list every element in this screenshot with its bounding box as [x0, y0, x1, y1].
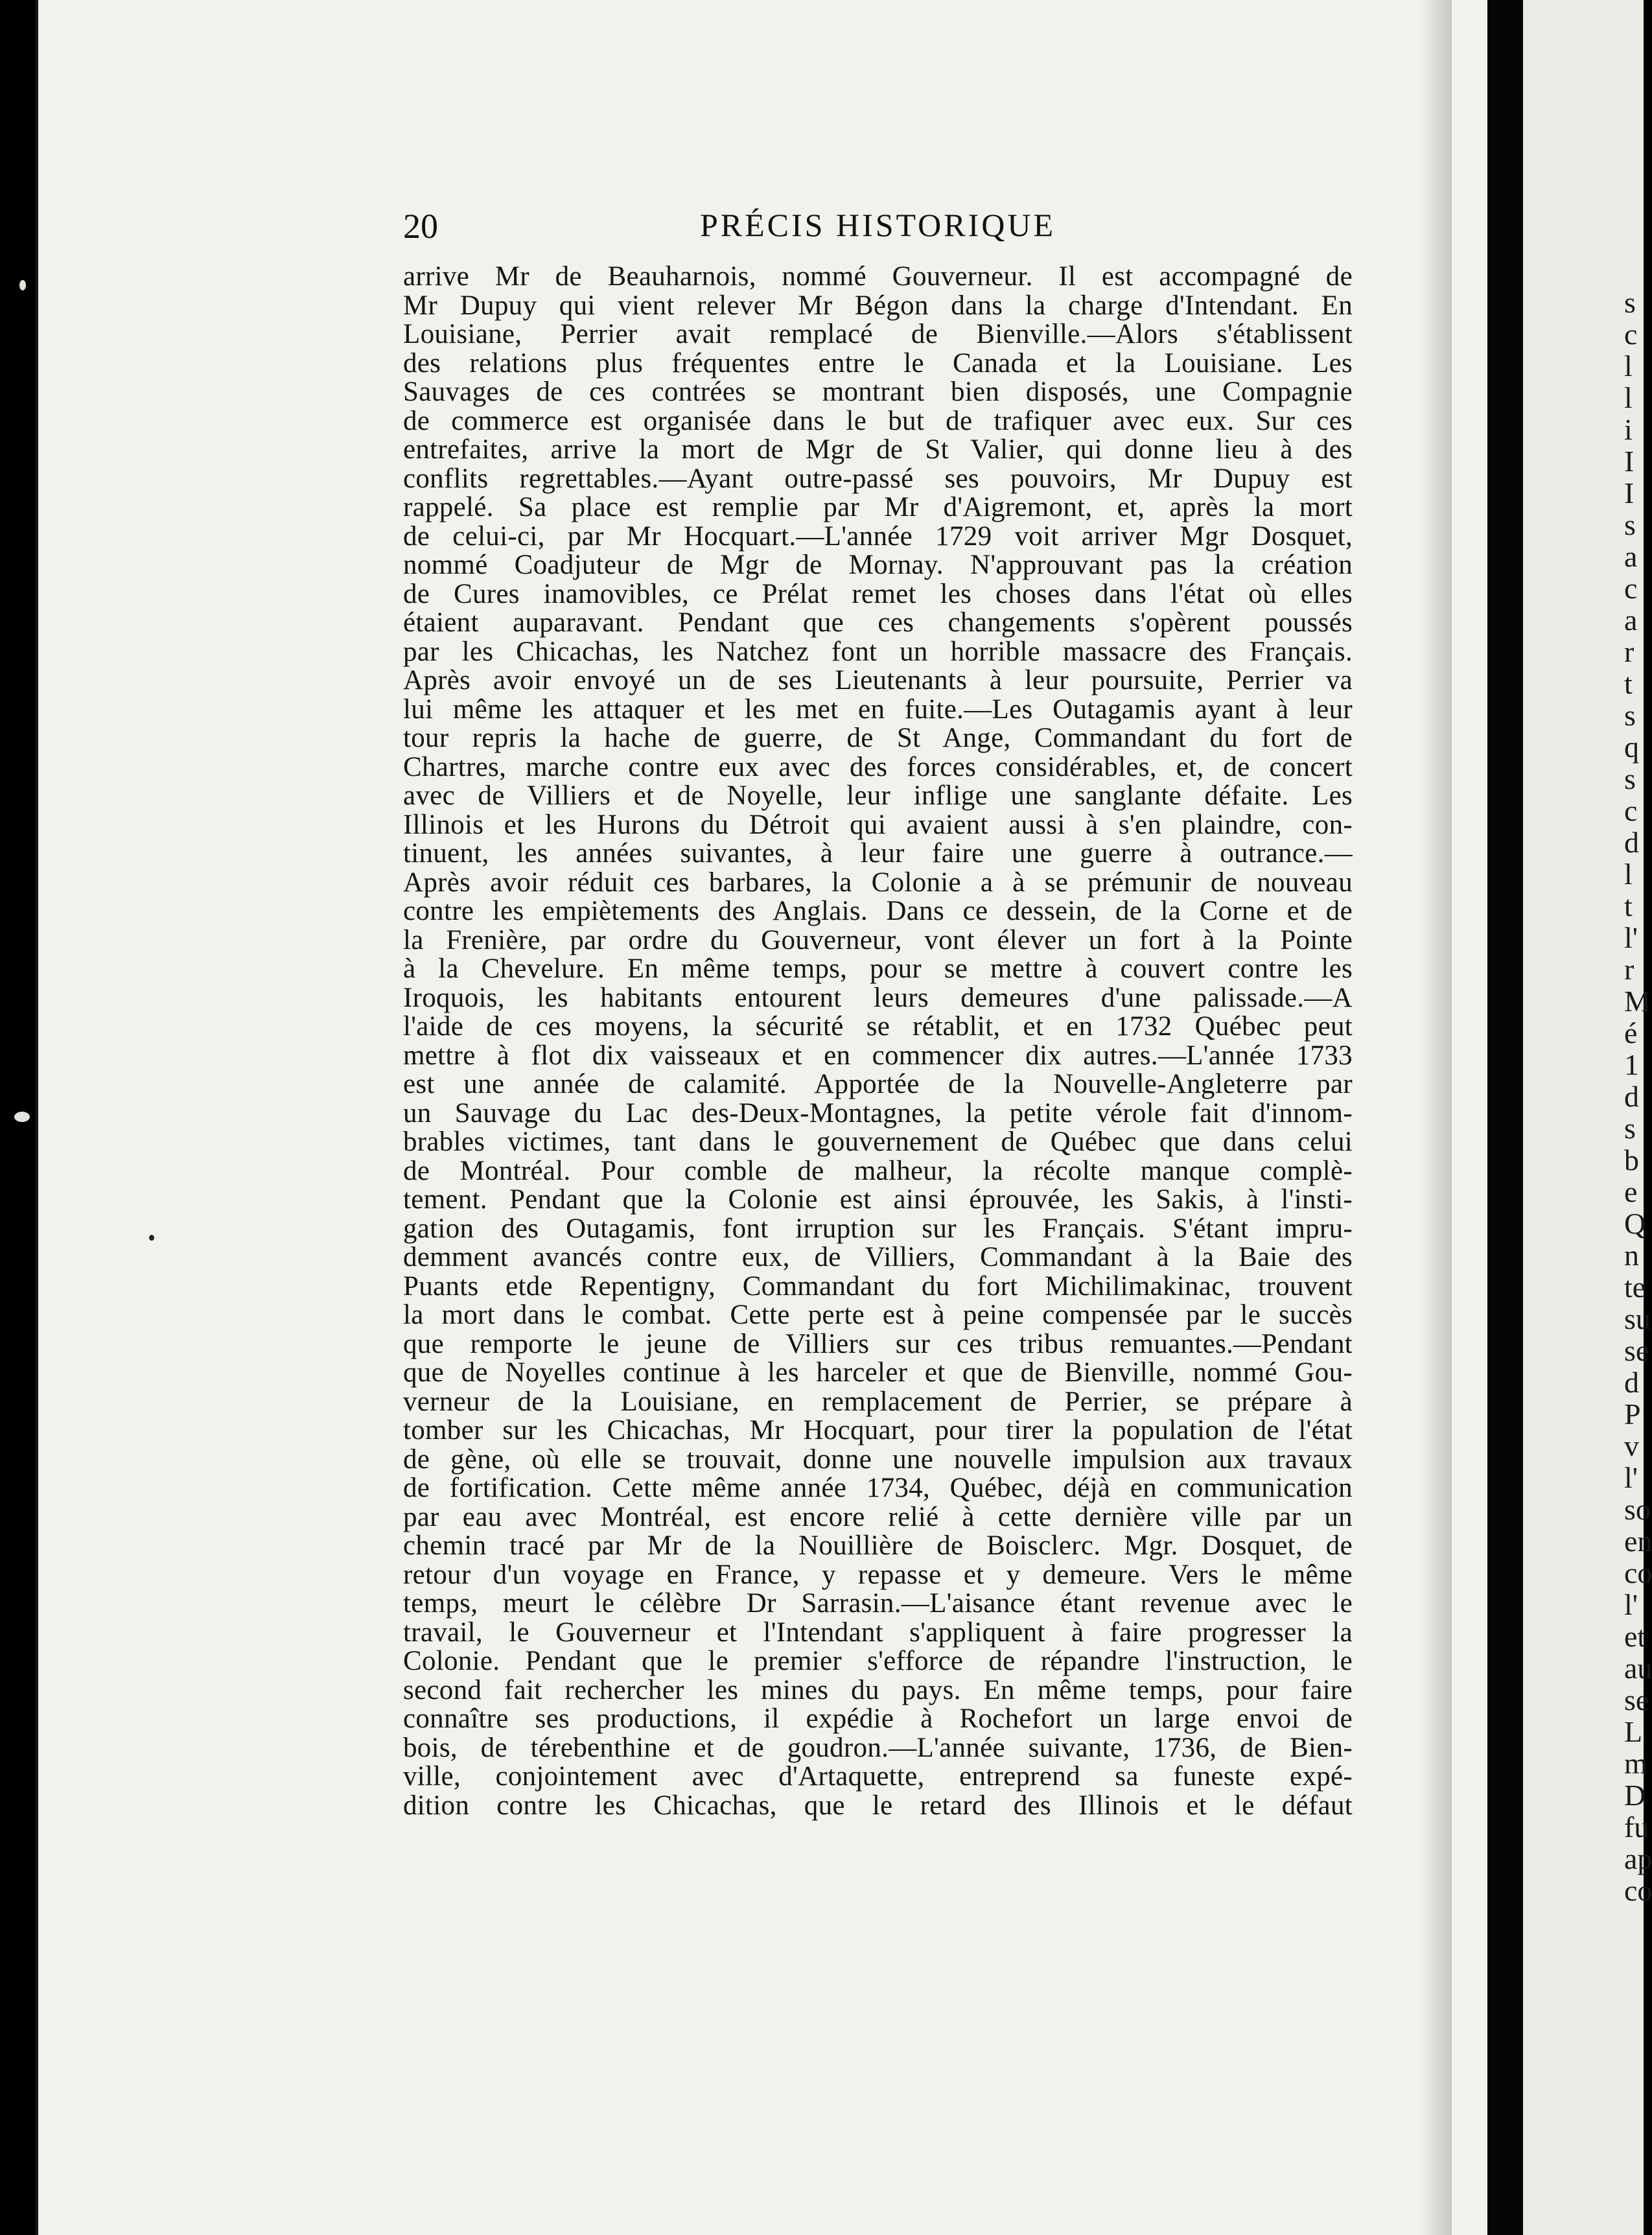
- facing-page-fragment: so: [1624, 1493, 1651, 1526]
- text-line: Iroquois, les habitants entourent leurs demeures d'une palissade.—A: [403, 982, 1353, 1013]
- text-line: second fait rechercher les mines du pays. En même temps, pour faire: [403, 1674, 1353, 1705]
- facing-page-fragment: t: [1624, 889, 1633, 922]
- facing-page-fragment: I: [1624, 445, 1635, 478]
- text-line: tinuent, les années suivantes, à leur faire une guerre à outrance.—: [403, 838, 1353, 869]
- margin-speck: [19, 280, 26, 290]
- facing-page-fragment: q: [1624, 731, 1639, 764]
- facing-page-fragment: a: [1624, 540, 1638, 573]
- facing-page-fragment: r: [1624, 635, 1635, 668]
- text-line: Louisiane, Perrier avait remplacé de Bienville.—Alors s'établissent: [403, 319, 1353, 349]
- text-line: de Montréal. Pour comble de malheur, la récolte manque complè-: [403, 1155, 1353, 1186]
- facing-page-fragment: l: [1624, 349, 1633, 382]
- running-title: PRÉCIS HISTORIQUE: [699, 207, 1056, 243]
- text-line: gation des Outagamis, font irruption sur les Français. S'étant impru-: [403, 1213, 1353, 1244]
- text-line: connaître ses productions, il expédie à Rochefort un large envoi de: [403, 1703, 1353, 1734]
- text-line: Chartres, marche contre eux avec des forces considérables, et, de concert: [403, 751, 1353, 782]
- text-line: de celui-ci, par Mr Hocquart.—L'année 1729 voit arriver Mgr Dosquet,: [403, 521, 1353, 552]
- text-line: contre les empiètements des Anglais. Dans ce dessein, de la Corne et de: [403, 896, 1353, 926]
- facing-page-fragment: se: [1624, 1334, 1649, 1367]
- text-line: entrefaites, arrive la mort de Mgr de St Valier, qui donne lieu à des: [403, 434, 1353, 465]
- facing-page-fragment: 1: [1624, 1048, 1639, 1081]
- facing-page-fragment: s: [1624, 508, 1636, 541]
- text-line: avec de Villiers et de Noyelle, leur inflige une sanglante défaite. Les: [403, 780, 1353, 811]
- text-line: tement. Pendant que la Colonie est ainsi éprouvée, les Sakis, à l'insti-: [403, 1184, 1353, 1215]
- text-line: l'aide de ces moyens, la sécurité se rétablit, et en 1732 Québec peut: [403, 1011, 1353, 1042]
- facing-page-fragment: et: [1624, 1620, 1646, 1653]
- text-line: que remporte le jeune de Villiers sur ces tribus remuantes.—Pendant: [403, 1328, 1353, 1359]
- text-line: que de Noyelles continue à les harceler et que de Bienville, nommé Gou-: [403, 1357, 1353, 1388]
- facing-page-fragment: e: [1624, 1175, 1638, 1208]
- facing-page-fragment: M: [1624, 985, 1651, 1018]
- text-line: de fortification. Cette même année 1734, Québec, déjà en communication: [403, 1473, 1353, 1503]
- text-line: par eau avec Montréal, est encore relié à cette dernière ville par un: [403, 1501, 1353, 1532]
- page-number: 20: [403, 207, 438, 246]
- text-line: Sauvages de ces contrées se montrant bien disposés, une Compagnie: [403, 377, 1353, 407]
- facing-page-fragment: s: [1624, 286, 1636, 319]
- text-line: la Frenière, par ordre du Gouverneur, vont élever un fort à la Pointe: [403, 924, 1353, 955]
- text-line: travail, le Gouverneur et l'Intendant s'appliquent à faire progresser la: [403, 1617, 1353, 1648]
- text-line: Colonie. Pendant que le premier s'efforce de répandre l'instruction, le: [403, 1646, 1353, 1676]
- facing-page-fragment: en: [1624, 1525, 1652, 1558]
- facing-page-fragment: c: [1624, 318, 1638, 351]
- body-text: [403, 263, 1353, 1922]
- text-line: chemin tracé par Mr de la Nouillière de Boisclerc. Mgr. Dosquet, de: [403, 1530, 1353, 1561]
- text-line: à la Chevelure. En même temps, pour se mettre à couvert contre les: [403, 954, 1353, 984]
- facing-page-fragment: se: [1624, 1683, 1649, 1716]
- facing-page-fragment: c: [1624, 572, 1638, 605]
- facing-page-fragment: co: [1624, 1874, 1652, 1907]
- facing-page-fragment: m: [1624, 1747, 1647, 1780]
- facing-page-fragment: I: [1624, 476, 1635, 509]
- text-line: conflits regrettables.—Ayant outre-passé ses pouvoirs, Mr Dupuy est: [403, 463, 1353, 494]
- facing-page-fragment: l': [1624, 1461, 1638, 1494]
- text-line: mettre à flot dix vaisseaux et en commencer dix autres.—L'année 1733: [403, 1040, 1353, 1071]
- text-line: par les Chicachas, les Natchez font un horrible massacre des Français.: [403, 636, 1353, 667]
- text-line: arrive Mr de Beauharnois, nommé Gouverneur. Il est accompagné de: [403, 261, 1353, 292]
- text-line: verneur de la Louisiane, en remplacement de Perrier, se prépare à: [403, 1386, 1353, 1417]
- facing-page-fragment: l': [1624, 921, 1638, 954]
- facing-page-fragment: é: [1624, 1016, 1638, 1049]
- text-line: dition contre les Chicachas, que le retard des Illinois et le défaut: [403, 1790, 1353, 1821]
- book-gutter: [1487, 0, 1523, 2235]
- text-line: de commerce est organisée dans le but de trafiquer avec eux. Sur ces: [403, 405, 1353, 436]
- facing-page-fragment: s: [1624, 762, 1636, 795]
- text-line: retour d'un voyage en France, y repasse et y demeure. Vers le même: [403, 1559, 1353, 1590]
- text-line: nommé Coadjuteur de Mgr de Mornay. N'approuvant pas la création: [403, 550, 1353, 580]
- facing-page-fragment: c: [1624, 794, 1638, 827]
- running-header: [403, 206, 1353, 252]
- facing-page-sliver: [1523, 0, 1652, 2235]
- text-line: Après avoir envoyé un de ses Lieutenants à leur poursuite, Perrier va: [403, 665, 1353, 696]
- facing-page-fragment: su: [1624, 1302, 1651, 1335]
- facing-page-fragment: d: [1624, 1080, 1639, 1113]
- facing-page-fragment: fu: [1624, 1810, 1649, 1843]
- text-line: temps, meurt le célèbre Dr Sarrasin.—L'aisance étant revenue avec le: [403, 1588, 1353, 1619]
- facing-page-fragment: te: [1624, 1270, 1646, 1304]
- facing-page-fragment: d: [1624, 1366, 1639, 1399]
- text-line: tomber sur les Chicachas, Mr Hocquart, pour tirer la population de l'état: [403, 1415, 1353, 1445]
- text-line: Mr Dupuy qui vient relever Mr Bégon dans la charge d'Intendant. En: [403, 290, 1353, 321]
- text-line: demment avancés contre eux, de Villiers, Commandant à la Baie des: [403, 1242, 1353, 1272]
- text-line: de Cures inamovibles, ce Prélat remet les choses dans l'état où elles: [403, 578, 1353, 609]
- text-line: de gène, où elle se trouvait, donne une nouvelle impulsion aux travaux: [403, 1444, 1353, 1475]
- text-line: la mort dans le combat. Cette perte est à peine compensée par le succès: [403, 1300, 1353, 1330]
- text-line: un Sauvage du Lac des-Deux-Montagnes, la petite vérole fait d'innom-: [403, 1097, 1353, 1129]
- margin-speck: [14, 1112, 30, 1122]
- text-line: rappelé. Sa place est remplie par Mr d'Aigremont, et, après la mort: [403, 492, 1353, 522]
- text-line: est une année de calamité. Apportée de la Nouvelle-Angleterre par: [403, 1069, 1353, 1099]
- facing-page-fragment: v: [1624, 1429, 1639, 1462]
- facing-page-fragment: a: [1624, 603, 1638, 637]
- facing-page-fragment: s: [1624, 699, 1636, 732]
- text-line: tour repris la hache de guerre, de St Ange, Commandant du fort de: [403, 723, 1353, 753]
- facing-page-fragment: P: [1624, 1398, 1641, 1431]
- paper-speck: [149, 1235, 154, 1241]
- text-line: des relations plus fréquentes entre le Canada et la Louisiane. Les: [403, 347, 1353, 379]
- facing-page-fragment: b: [1624, 1143, 1639, 1176]
- facing-page-fragment: co: [1624, 1556, 1652, 1589]
- text-line: Après avoir réduit ces barbares, la Colonie a à se prémunir de nouveau: [403, 867, 1353, 898]
- facing-page-fragment: l': [1624, 1588, 1638, 1621]
- facing-page-fragment: r: [1624, 953, 1635, 986]
- text-line: étaient auparavant. Pendant que ces changements s'opèrent poussés: [403, 607, 1353, 638]
- facing-page-fragment: i: [1624, 413, 1633, 446]
- facing-page-fragment: D: [1624, 1779, 1646, 1812]
- text-line: Illinois et les Hurons du Détroit qui avaient aussi à s'en plaindre, con-: [403, 809, 1353, 840]
- page-edge-shadow: [1419, 0, 1452, 2235]
- facing-page-fragment: n: [1624, 1239, 1639, 1272]
- text-line: bois, de térebenthine et de goudron.—L'année suivante, 1736, de Bien-: [403, 1732, 1353, 1763]
- facing-page-fragment: L: [1624, 1715, 1643, 1748]
- facing-page-fragment: au: [1624, 1652, 1652, 1685]
- facing-page-fragment: d: [1624, 826, 1639, 859]
- facing-page-fragment: ap: [1624, 1842, 1652, 1875]
- facing-page-fragment: t: [1624, 667, 1633, 700]
- text-line: ville, conjointement avec d'Artaquette, entreprend sa funeste expé-: [403, 1761, 1353, 1792]
- facing-page-fragment: l: [1624, 858, 1633, 891]
- facing-page-fragment: Q: [1624, 1207, 1646, 1240]
- text-line: lui même les attaquer et les met en fuite.—Les Outagamis ayant à leur: [403, 694, 1353, 725]
- facing-page-fragment: s: [1624, 1112, 1636, 1145]
- facing-page-fragment: l: [1624, 381, 1633, 414]
- text-line: Puants etde Repentigny, Commandant du fort Michilimakinac, trouvent: [403, 1270, 1353, 1302]
- text-line: brables victimes, tant dans le gouvernement de Québec que dans celui: [403, 1127, 1353, 1157]
